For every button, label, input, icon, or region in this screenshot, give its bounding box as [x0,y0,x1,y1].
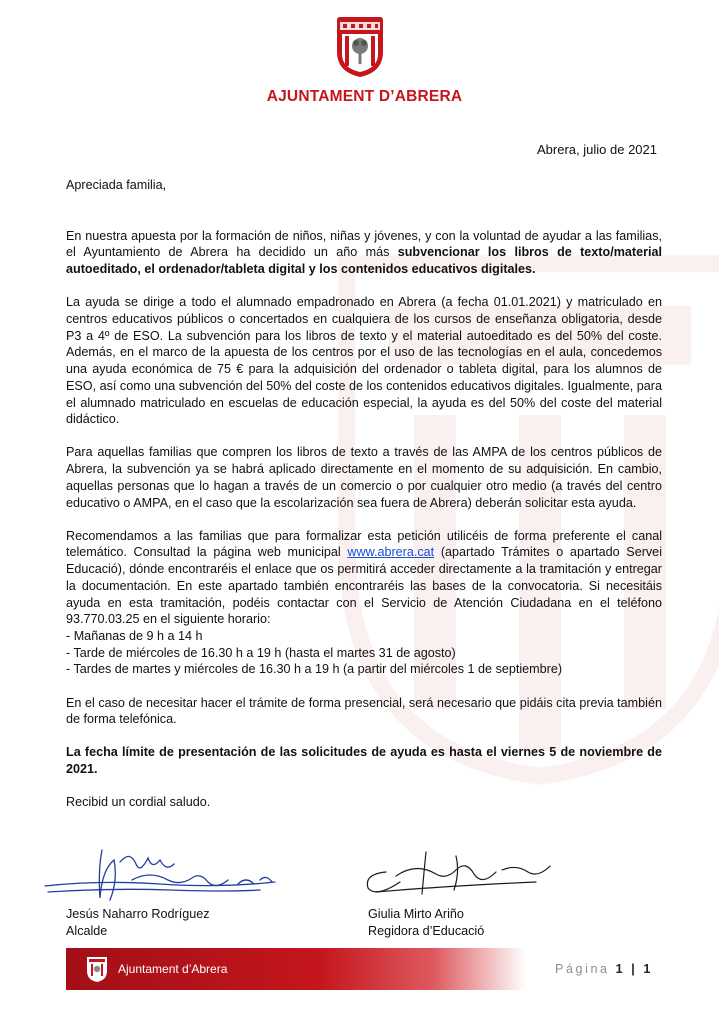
signatory-role: Regidora d’Educació [368,924,485,938]
footer-org-name: Ajuntament d’Abrera [118,962,228,976]
procedure-text-before: Recomendamos a las familias que para formalizar esta petición utilicéis de forma preferente el canal telemático. Consultad la página web municipal [66,528,662,560]
organization-name: AJUNTAMENT D’ABRERA [266,88,463,105]
footer-crest-icon [86,955,108,983]
paragraph-deadline: La fecha límite de presentación de las solicitudes de ayuda es hasta el viernes 5 de noviembre de 2021. [66,745,662,777]
office-hours-item: - Tardes de martes y miércoles de 16.30 h a 19 h (a partir del miércoles 1 de septiembre) [66,662,563,677]
paragraph-procedure [66,528,662,678]
procedure-text-after: (apartado Trámites o apartado Servei Educació), dónde encontraréis el enlace que os permitirá acceder directamente a la tramitación y entregar la documentación. En este apartado también encontraréis las bases de la convocatoria. Si necesitáis ayuda en esta tramitación, podéis contactar con el Servicio de Atención Ciudadana en el teléfono 93.770.03.25 en el siguiente horario: [66,545,662,627]
signatory-mayor [66,906,210,940]
letter-date: Abrera, julio de 2021 [537,142,657,157]
abrera-crest-icon [334,14,386,80]
page-value: 1 | 1 [615,962,653,976]
signatory-role: Alcalde [66,924,108,938]
closing-salutation: Recibid un cordial saludo. [66,795,211,810]
paragraph-intro [66,228,662,278]
paragraph-intro-highlight: subvencionar los libros de texto/material autoeditado, el ordenador/tableta digital y los contenidos educativos digitales. [66,245,662,277]
footer-band [66,948,526,990]
mayor-signature-icon [40,840,280,910]
signatory-councillor [368,906,484,940]
signatory-name: Jesús Naharro Rodríguez [66,907,210,921]
office-hours-item: - Mañanas de 9 h a 14 h [66,628,203,643]
signatory-name: Giulia Mirto Ariño [368,907,464,921]
office-hours-list [66,628,662,678]
greeting: Apreciada familia, [66,178,167,192]
paragraph-intro-text: En nuestra apuesta por la formación de niños, niñas y jóvenes, y con la voluntad de ayudar a las familias, el Ayuntamiento de Abrera ha decidido un año más [66,228,662,260]
paragraph-ampa: Para aquellas familias que compren los libros de texto a través de las AMPA de los centros públicos de Abrera, la subvención ya se habrá aplicado directamente en el momento de su adquisición. En cambio, aquellas personas que lo hagan a través de un comercio o por cualquier otro medio (a través del centro educativo o AMPA, en el caso que la escolarización sea fuera de Abrera) deberán solicitar esta ayuda. [66,445,662,510]
paragraph-eligibility: La ayuda se dirige a todo el alumnado empadronado en Abrera (a fecha 01.01.2021) y matriculado en centros educativos públicos o concertados en cualquiera de los cursos de enseñanza obligatoria, desde P3 a 4º de ESO. La subvención para los libros de texto y el material autoeditado es del 50% del coste. Además, en el marco de la apuesta de los centros por el uso de las tecnologías en el aula, concedemos una ayuda económica de 75 € para la adquisición del ordenador o tableta digital, para los alumnos de ESO, así como una subvención del 50% del coste de los contenidos educativos digitales. Igualmente, para el alumnado matriculado en escuelas de educación especial, la ayuda es del 50% del coste del material didáctico. [66,295,662,427]
page-label: Página [555,962,610,976]
paragraph-in-person: En el caso de necesitar hacer el trámite de forma presencial, será necesario que pidáis cita previa también de forma telefónica. [66,695,662,727]
municipal-website-link[interactable]: www.abrera.cat [347,545,435,560]
letterhead [0,14,719,106]
councillor-signature-icon [356,842,556,902]
letter-body [66,177,662,811]
page-number [555,962,653,976]
procedure-text [66,528,662,628]
office-hours-item: - Tarde de miércoles de 16.30 h a 19 h (hasta el martes 31 de agosto) [66,645,456,660]
signature-area [40,840,680,950]
page-footer [0,948,719,994]
